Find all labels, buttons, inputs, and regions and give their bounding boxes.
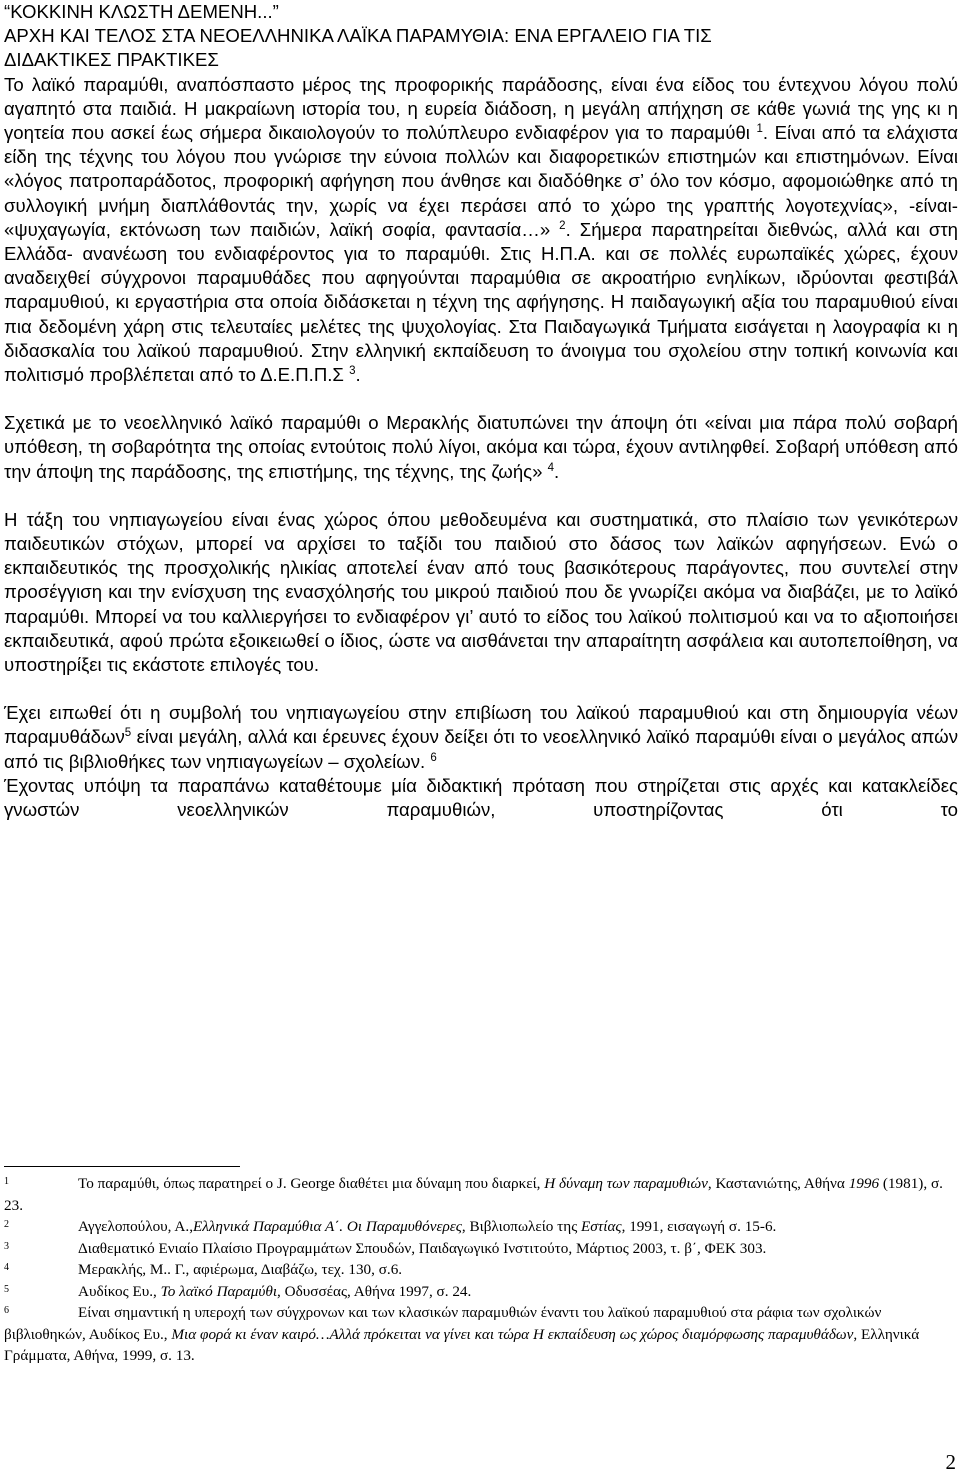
footnote-italic-title: Το λαϊκό Παραμύθι xyxy=(160,1282,278,1300)
footnote-text: , 1991, εισαγωγή σ. 15-6. xyxy=(621,1218,777,1235)
footnote-text: Διαθεματικό Ενιαίο Πλαίσιο Προγραμμάτων Σπουδών, Παιδαγωγικό Ινστιτούτο, Μάρτιος 2003, τ. β΄, ΦΕΚ 303. xyxy=(78,1239,767,1257)
footnote-ref-2[interactable]: 2 xyxy=(559,219,566,232)
footnote-number: 1 xyxy=(4,1176,9,1187)
footnote-3 xyxy=(4,1238,958,1260)
footnote-text: , Καστανιώτης, Αθήνα xyxy=(707,1175,849,1192)
footnote-italic-title: Ελληνικά Παραμύθια Α΄. Οι Παραμυθόνερες xyxy=(193,1218,462,1235)
paragraph-kindergarten: Η τάξη του νηπιαγωγείου είναι ένας χώρος όπου μεθοδευμένα και συστηματικά, στο πλαίσιο των γενικότερων παιδευτικών στόχων, μπορεί να αρχίσει το ταξίδι του παιδιού στο δάσος των λαϊκών αφηγήσεων. Ενώ ο εκπαιδευτικός της προσχολικής ηλικίας αποτελεί έναν από τους βασικότερους παράγοντες, που συντελεί στην προσέγγιση και την ενίσχυση της ενασχόλησής του μικρού παιδιού που δε γνωρίζει ακόμα να διαβάζει, με το λαϊκό παραμύθι. Μπορεί να του καλλιεργήσει το ενδιαφέρον γι’ αυτό το είδος του λαϊκού πολιτισμού και να το αξιοποιήσει εκπαιδευτικά, αφού πρώτα εξοικειωθεί ο ίδιος, ώστε να αισθάνεται την απαραίτητη ασφάλεια και αυτοπεποίθηση, να υποστηρίξει τις εκάστοτε επιλογές του. xyxy=(4,508,958,676)
footnote-text: , Οδυσσέας, Αθήνα 1997, σ. 24. xyxy=(277,1282,472,1300)
title-line-2: ΑΡΧΗ ΚΑΙ ΤΕΛΟΣ ΣΤΑ ΝΕΟΕΛΛΗΝΙΚΑ ΛΑΪΚΑ ΠΑΡΑΜΥΘΙΑ: ΕΝΑ ΕΡΓΑΛΕΙΟ ΓΙΑ ΤΙΣ xyxy=(4,25,712,47)
paragraph-gap xyxy=(4,677,958,701)
footnote-italic-year: 1996 xyxy=(848,1175,880,1192)
paragraph-contribution-text-a: Έχει ειπωθεί ότι η συμβολή του νηπιαγωγείου στην επιβίωση του λαϊκού παραμυθιού και στη δημιουργία νέων παραμυθάδων xyxy=(4,702,958,748)
paragraph-intro xyxy=(4,73,958,388)
paragraph-intro-text-b: . Είναι από τα ελάχιστα είδη της τέχνης του λόγου που γνώρισε την εύνοια πολλών και διαφορετικών επιστημών και επιστημόνων. Είναι «λόγος πατροπαράδοτος, προφορική αφήγηση που άνθησε και διαδόθηκε σ’ όλο τον κόσμο, αφομοιώθηκε από τη συλλογική μνήμη διαπλάθοντάς την, χωρίς να έχει περάσει από το χώρο της γραπτής λογοτεχνίας», -είναι- «ψυχαγωγία, εκτόνωση των παιδιών, λαϊκή σοφία, φαντασία…» xyxy=(4,122,959,240)
footnote-ref-5[interactable]: 5 xyxy=(124,727,132,740)
paragraph-merakli-text-a: Σχετικά με το νεοελληνικό λαϊκό παραμύθι ο Μερακλής διατυπώνει την άποψη ότι «είναι μια πάρα πολύ σοβαρή υπόθεση, τη σοβαρότητα της οποίας εντούτοις πολύ λίγοι, ακόμα και τώρα, έχουν αντιληφθεί. Σοβαρή υπόθεση από την άποψη της παράδοσης, της επιστήμης, της τέχνης, της ζωής» xyxy=(4,412,958,482)
footnote-5 xyxy=(4,1281,958,1303)
footnote-text: Αγγελοπούλου, Α., xyxy=(78,1218,193,1235)
footnote-6 xyxy=(4,1302,958,1367)
title-line-1: “ΚΟΚΚΙΝΗ ΚΛΩΣΤΗ ΔΕΜΕΝΗ...” xyxy=(4,1,279,22)
footnotes xyxy=(4,1173,958,1367)
footnote-italic-title: Μια φορά κι έναν καιρό…Αλλά πρόκειται να γίνει και τώρα Η εκπαίδευση ως χώρος διαμόρφωσης παραμυθάδων xyxy=(171,1325,854,1343)
document-page xyxy=(4,0,959,1364)
paragraph-contribution xyxy=(4,701,958,774)
footnote-text: Είναι σημαντική η υπεροχή των σύγχρονων και των κλασικών παραμυθιών έναντι του λαϊκού παραμυθιού στα ράφια των σχολικών βιβλιοθηκών, Αυδίκος Ευ., xyxy=(4,1304,882,1343)
paragraph-intro-text-c: . Σήμερα παρατηρείται διεθνώς, αλλά και στη Ελλάδα- ανανέωση του ενδιαφέροντος για το παραμύθι. Στις Η.Π.Α. και σε πολλές ευρωπαϊκές χώρες, έχουν αναδειχθεί σύγχρονοι παραμυθάδες που αφηγούνται παραμύθια σε ακροατήριο ενηλίκων, ιδρύονται φεστιβάλ παραμυθιού, κι εργαστήρια στα οποία διδάσκεται η τέχνη της αφήγησης. Η παιδαγωγική αξία του παραμυθιού είναι πια δεδομένη χάρη στις τελευταίες μελέτες της ψυχολογίας. Στα Παιδαγωγικά Τμήματα εισάγεται η λαογραφία κι η διδασκαλία του λαϊκού παραμυθιού. Στην ελληνική εκπαίδευση το άνοιγμα του σχολείου στην τοπική κοινωνία και πολιτισμό προβλέπεται από το Δ.Ε.Π.Π.Σ xyxy=(4,218,959,386)
footnote-text: Αυδίκος Ευ., xyxy=(78,1282,161,1300)
footnote-text: (1981), σ. 23. xyxy=(4,1175,943,1214)
footnote-1 xyxy=(4,1173,958,1216)
footnote-italic-publisher: Εστίας xyxy=(581,1218,622,1235)
title-line-3: ΔΙΔΑΚΤΙΚΕΣ ΠΡΑΚΤΙΚΕΣ xyxy=(4,49,219,71)
footnote-number: 6 xyxy=(4,1305,9,1316)
footnote-text: , Ελληνικά Γράμματα, Αθήνα, 1999, σ. 13. xyxy=(4,1325,920,1364)
footnote-2 xyxy=(4,1216,958,1238)
page-number: 2 xyxy=(945,1450,956,1474)
paragraph-proposal: Έχοντας υπόψη τα παραπάνω καταθέτουμε μία διδακτική πρόταση που στηρίζεται στις αρχές και κατακλείδες γνωστών νεοελληνικών παραμυθιών, υποστηρίζοντας ότι το xyxy=(4,774,958,821)
document-body xyxy=(4,0,958,822)
footnote-text: Το παραμύθι, όπως παρατηρεί ο J. George διαθέτει μια δύναμη που διαρκεί, xyxy=(78,1175,545,1192)
footnote-4 xyxy=(4,1259,958,1281)
footnote-text: Μερακλής, Μ.. Γ., αφιέρωμα, Διαβάζω, τεχ. 130, σ.6. xyxy=(78,1261,403,1278)
footnote-ref-1[interactable]: 1 xyxy=(756,122,763,135)
footnote-ref-6[interactable]: 6 xyxy=(430,751,437,764)
footnote-number: 4 xyxy=(4,1262,9,1273)
footnote-italic-title: Η δύναμη των παραμυθιών xyxy=(544,1175,708,1192)
footnote-number: 5 xyxy=(4,1283,9,1295)
footnote-separator xyxy=(4,1166,240,1167)
paragraph-merakli-text-b: . xyxy=(554,460,560,482)
paragraph-intro-text-a: Το λαϊκό παραμύθι, αναπόσπαστο μέρος της προφορικής παράδοσης, είναι ένα είδος του έντεχνου λόγου πολύ αγαπητό στα παιδιά. Η μακραίωνη ιστορία του, η ευρεία διάδοση, η μεγάλη απήχηση σε κάθε γωνιά της γης κι η γοητεία που ασκεί έως σήμερα δικαιολογούν το πολύπλευρο ενδιαφέρον για το παραμύθι xyxy=(4,73,958,144)
paragraph-merakli xyxy=(4,411,958,484)
paragraph-intro-text-d: . xyxy=(355,364,361,386)
paragraph-gap xyxy=(4,484,958,508)
footnote-number: 2 xyxy=(4,1219,9,1230)
footnote-ref-3[interactable]: 3 xyxy=(349,364,356,377)
paragraph-contribution-text-b: είναι μεγάλη, αλλά και έρευνες έχουν δείξει ότι το νεοελληνικό λαϊκό παραμύθι είναι ο μεγάλος απών από τις βιβλιοθήκες των νηπιαγωγείων – σχολείων. xyxy=(4,726,958,772)
paragraph-gap xyxy=(4,387,958,411)
footnote-number: 3 xyxy=(4,1240,9,1252)
footnote-text: , Βιβλιοπωλείο της xyxy=(461,1218,582,1235)
footnote-ref-4[interactable]: 4 xyxy=(547,461,555,474)
